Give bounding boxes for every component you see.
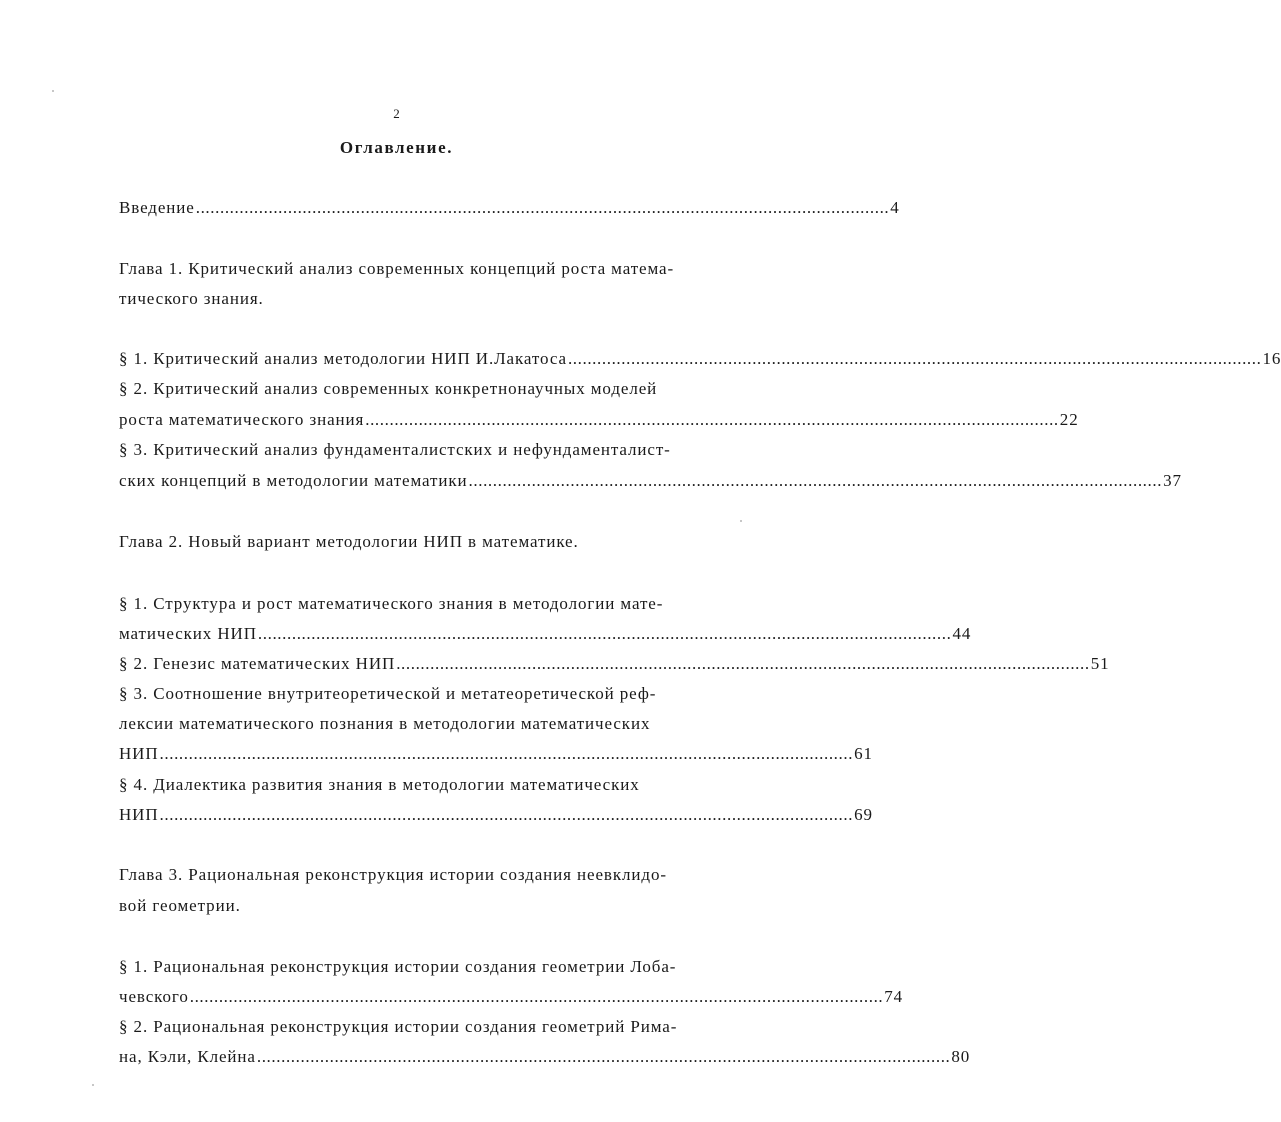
toc-section-line: § 3. Соотношение внутритеоретической и метатеоретической реф- <box>119 684 657 703</box>
toc-section-entry <box>119 410 1079 430</box>
dot-leader: ............................................................................................................................................... <box>256 1047 951 1066</box>
toc-entry-text: ских концепций в методологии математики <box>119 471 468 490</box>
chapter-heading-line: тического знания. <box>119 289 264 308</box>
toc-page-number: 37 <box>1163 471 1182 490</box>
toc-page-number: 4 <box>890 198 900 217</box>
chapter-heading-line: Глава 3. Рациональная реконструкция истории создания неевклидо- <box>119 865 667 884</box>
toc-page-number: 16 <box>1262 349 1281 368</box>
dot-leader: ............................................................................................................................................... <box>567 349 1262 368</box>
toc-entry-intro <box>119 198 900 218</box>
toc-page-number: 69 <box>854 805 873 824</box>
dot-leader: ............................................................................................................................................... <box>257 624 952 643</box>
dot-leader: ............................................................................................................................................... <box>189 987 884 1006</box>
toc-entry-text: Введение <box>119 198 195 217</box>
toc-entry-text: матических НИП <box>119 624 257 643</box>
toc-entry-text: § 2. Генезис математических НИП <box>119 654 396 673</box>
scan-speck <box>92 1084 94 1086</box>
dot-leader: ............................................................................................................................................... <box>396 654 1090 673</box>
toc-section-entry <box>119 987 904 1007</box>
toc-entry-text: роста математического знания <box>119 410 365 429</box>
toc-page-number: 22 <box>1059 410 1079 429</box>
toc-section-line: лексии математического познания в методологии математических <box>119 714 651 733</box>
toc-section-line: § 1. Структура и рост математического знания в методологии мате- <box>119 594 664 613</box>
scan-speck <box>52 90 54 92</box>
toc-section-line: § 2. Рациональная реконструкция истории создания геометрий Рима- <box>119 1017 678 1036</box>
toc-section-line: § 2. Критический анализ современных конкретнонаучных моделей <box>119 379 658 398</box>
dot-leader: ............................................................................................................................................... <box>365 410 1059 429</box>
dot-leader: ............................................................................................................................................... <box>159 744 854 763</box>
chapter-heading-line: вой геометрии. <box>119 896 241 915</box>
page-number: 2 <box>393 106 400 121</box>
toc-page-number: 80 <box>951 1047 971 1066</box>
toc-section-entry <box>119 349 1281 369</box>
dot-leader: ............................................................................................................................................... <box>159 805 854 824</box>
chapter-heading-line: Глава 2. Новый вариант методологии НИП в математике. <box>119 532 579 551</box>
toc-section-entry <box>119 471 1182 491</box>
chapter-heading-line: Глава 1. Критический анализ современных концепций роста матема- <box>119 259 675 278</box>
toc-page-number: 51 <box>1090 654 1110 673</box>
toc-entry-text: НИП <box>119 744 159 763</box>
toc-page-number: 44 <box>952 624 972 643</box>
toc-entry-text: чевского <box>119 987 189 1006</box>
toc-section-line: § 3. Критический анализ фундаменталистских и нефундаменталист- <box>119 440 671 459</box>
toc-entry-text: на, Кэли, Клейна <box>119 1047 256 1066</box>
toc-section-entry <box>119 805 873 825</box>
dot-leader: ............................................................................................................................................... <box>195 198 890 217</box>
toc-section-line: § 1. Рациональная реконструкция истории создания геометрии Лоба- <box>119 957 677 976</box>
page-title: Оглавление. <box>339 138 454 157</box>
toc-section-entry <box>119 654 1110 674</box>
toc-section-entry <box>119 1047 971 1067</box>
toc-entry-text: НИП <box>119 805 159 824</box>
toc-page-number: 74 <box>884 987 904 1006</box>
toc-section-entry <box>119 624 972 644</box>
toc-section-line: § 4. Диалектика развития знания в методологии математических <box>119 775 640 794</box>
toc-section-entry <box>119 744 873 764</box>
toc-entry-text: § 1. Критический анализ методологии НИП И.Лакатоса <box>119 349 567 368</box>
dot-leader: ............................................................................................................................................... <box>468 471 1163 490</box>
scan-speck <box>740 520 742 522</box>
toc-page-number: 61 <box>854 744 873 763</box>
